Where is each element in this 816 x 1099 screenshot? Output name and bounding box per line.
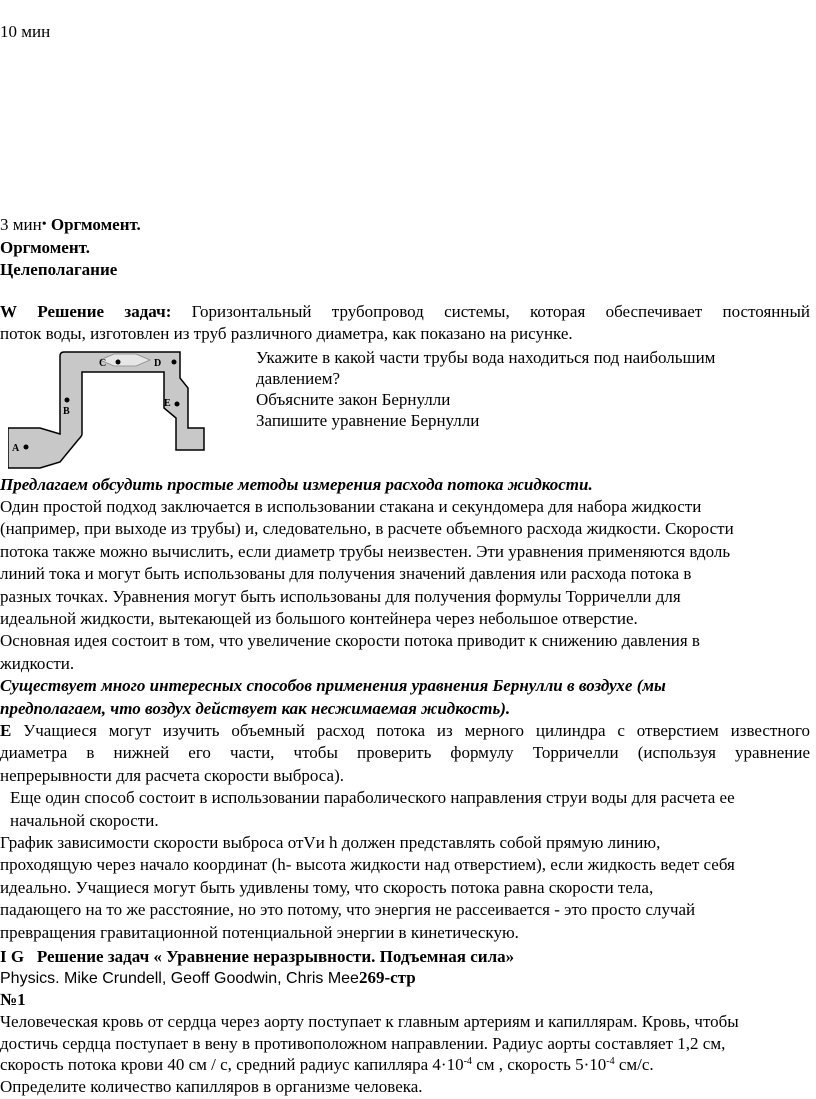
diagram-label-a: A [12, 443, 20, 454]
para4-line: Учащиеся могут изучить объемный расход потока из мерного цилиндра с отверстием известного [23, 721, 811, 740]
para6-line: падающего на то же расстояние, но это потому, что энергия не рассеивается - это просто случай [0, 900, 696, 920]
para2-line: жидкости. [0, 653, 75, 673]
task1-line1 [0, 301, 810, 323]
task2-line-3: скорость потока крови 40 см / с, средний радиус капилляра $4\cdot 10^{-4}$ см , скорость $5\cdot 10^{-4}$ см/с. [0, 1055, 654, 1074]
task2-title: Решение задач « Уравнение неразрывности. Подъемная сила» [36, 947, 515, 966]
para1-line: идеальной жидкости, вытекающей из большого контейнера через небольшое отверстие. [0, 609, 638, 629]
para3-line: предполагаем, что воздух действует как несжимаемая жидкость). [0, 698, 511, 718]
para6-line: идеально. Учащиеся могут быть удивлены тому, что скорость потока равна скорости тела, [0, 877, 654, 897]
para1-line: потока также можно вычислить, если диаметр трубы неизвестен. Эти уравнения применяются вдоль [0, 541, 731, 561]
task1-text-1: Горизонтальный трубопровод системы, которая обеспечивает постоянный [191, 302, 810, 321]
question-1: Укажите в какой части трубы вода находиться под наибольшим [256, 348, 716, 367]
para4-letter: E [0, 721, 12, 740]
orgmoment-line [0, 215, 141, 235]
para3-line: Существует много интересных способов применения уравнения Бернулли в воздухе (мы [0, 676, 666, 696]
time-3-min: 3 мин [0, 215, 42, 234]
para1-line: Один простой подход заключается в использовании стакана и секундомера для набора жидкости [0, 497, 702, 516]
diagram-label-c: C [99, 358, 107, 369]
task2-letters: I G [0, 947, 25, 966]
orgmoment-heading-1: Оргмомент. [50, 215, 141, 234]
task1-title: Решение задач: [37, 302, 172, 321]
task1-letter: W [0, 302, 17, 321]
para6-line: проходящую через начало координат (h- высота жидкости над отверстием), если жидкость ведет себя [0, 855, 735, 875]
task-number: №1 [0, 990, 26, 1009]
question-1-cont: давлением? [256, 369, 341, 388]
task1-text-2: поток воды, изготовлен из труб различного диаметра, как показано на рисунке. [0, 324, 573, 343]
task2-line: Человеческая кровь от сердца через аорту поступает к главным артериям и капиллярам. Кровь, чтобы [0, 1012, 739, 1031]
para1-line: разных точках. Уравнения могут быть использованы для получения формулы Торричелли для [0, 586, 681, 606]
book-source: Physics. Mike Crundell, Geoff Goodwin, Chris Mee [0, 970, 359, 987]
para5-line: Еще один способ состоит в использовании параболического направления струи воды для расчета ее [10, 788, 735, 808]
question-2: Объясните закон Бернулли [256, 390, 451, 409]
goal-heading: Целеполагание [0, 260, 118, 279]
orgmoment-heading-2: Оргмомент. [0, 238, 90, 257]
diagram-label-b: B [63, 406, 70, 417]
diagram-label-d: D [154, 358, 162, 369]
bullet-icon: • [41, 217, 47, 232]
pipe-diagram [8, 348, 210, 473]
discussion-para-4 [0, 720, 810, 944]
time-10-min: 10 мин [0, 22, 51, 41]
para6-line: График зависимости скорости выброса отVи h должен представлять собой прямую линию, [0, 833, 661, 853]
task2-body [0, 1011, 810, 1097]
para4-line: диаметра в нижней его части, чтобы проверить формулу Торричелли (используя уравнение [0, 743, 810, 763]
discussion-para-1 [0, 496, 810, 720]
para1-line: линий тока и могут быть использованы для получения значений давления или расхода потока в [0, 564, 692, 584]
para6-line: превращения гравитационной потенциальной энергии в кинетическую. [0, 922, 519, 942]
task2-line: Определите количество капилляров в организме человека. [0, 1076, 423, 1096]
task2-heading [0, 947, 514, 967]
task2-source-line [0, 968, 416, 989]
diagram-label-e: E [164, 398, 171, 409]
task2-line: достичь сердца поступает в вену в противоположном направлении. Радиус аорты составляет 1,2 см, [0, 1033, 726, 1053]
discussion-heading: Предлагаем обсудить простые методы измерения расхода потока жидкости. [0, 475, 593, 494]
para2-line: Основная идея состоит в том, что увеличение скорости потока приводит к снижению давления в [0, 631, 700, 651]
para1-line: (например, при выходе из трубы) и, следовательно, в расчете объемного расхода жидкости. Скорости [0, 519, 734, 539]
question-3: Запишите уравнение Бернулли [256, 411, 480, 430]
book-page: 269-стр [358, 968, 416, 987]
para4-line: непрерывности для расчета скорости выброса). [0, 765, 344, 785]
para5-line: начальной скорости. [10, 810, 159, 830]
